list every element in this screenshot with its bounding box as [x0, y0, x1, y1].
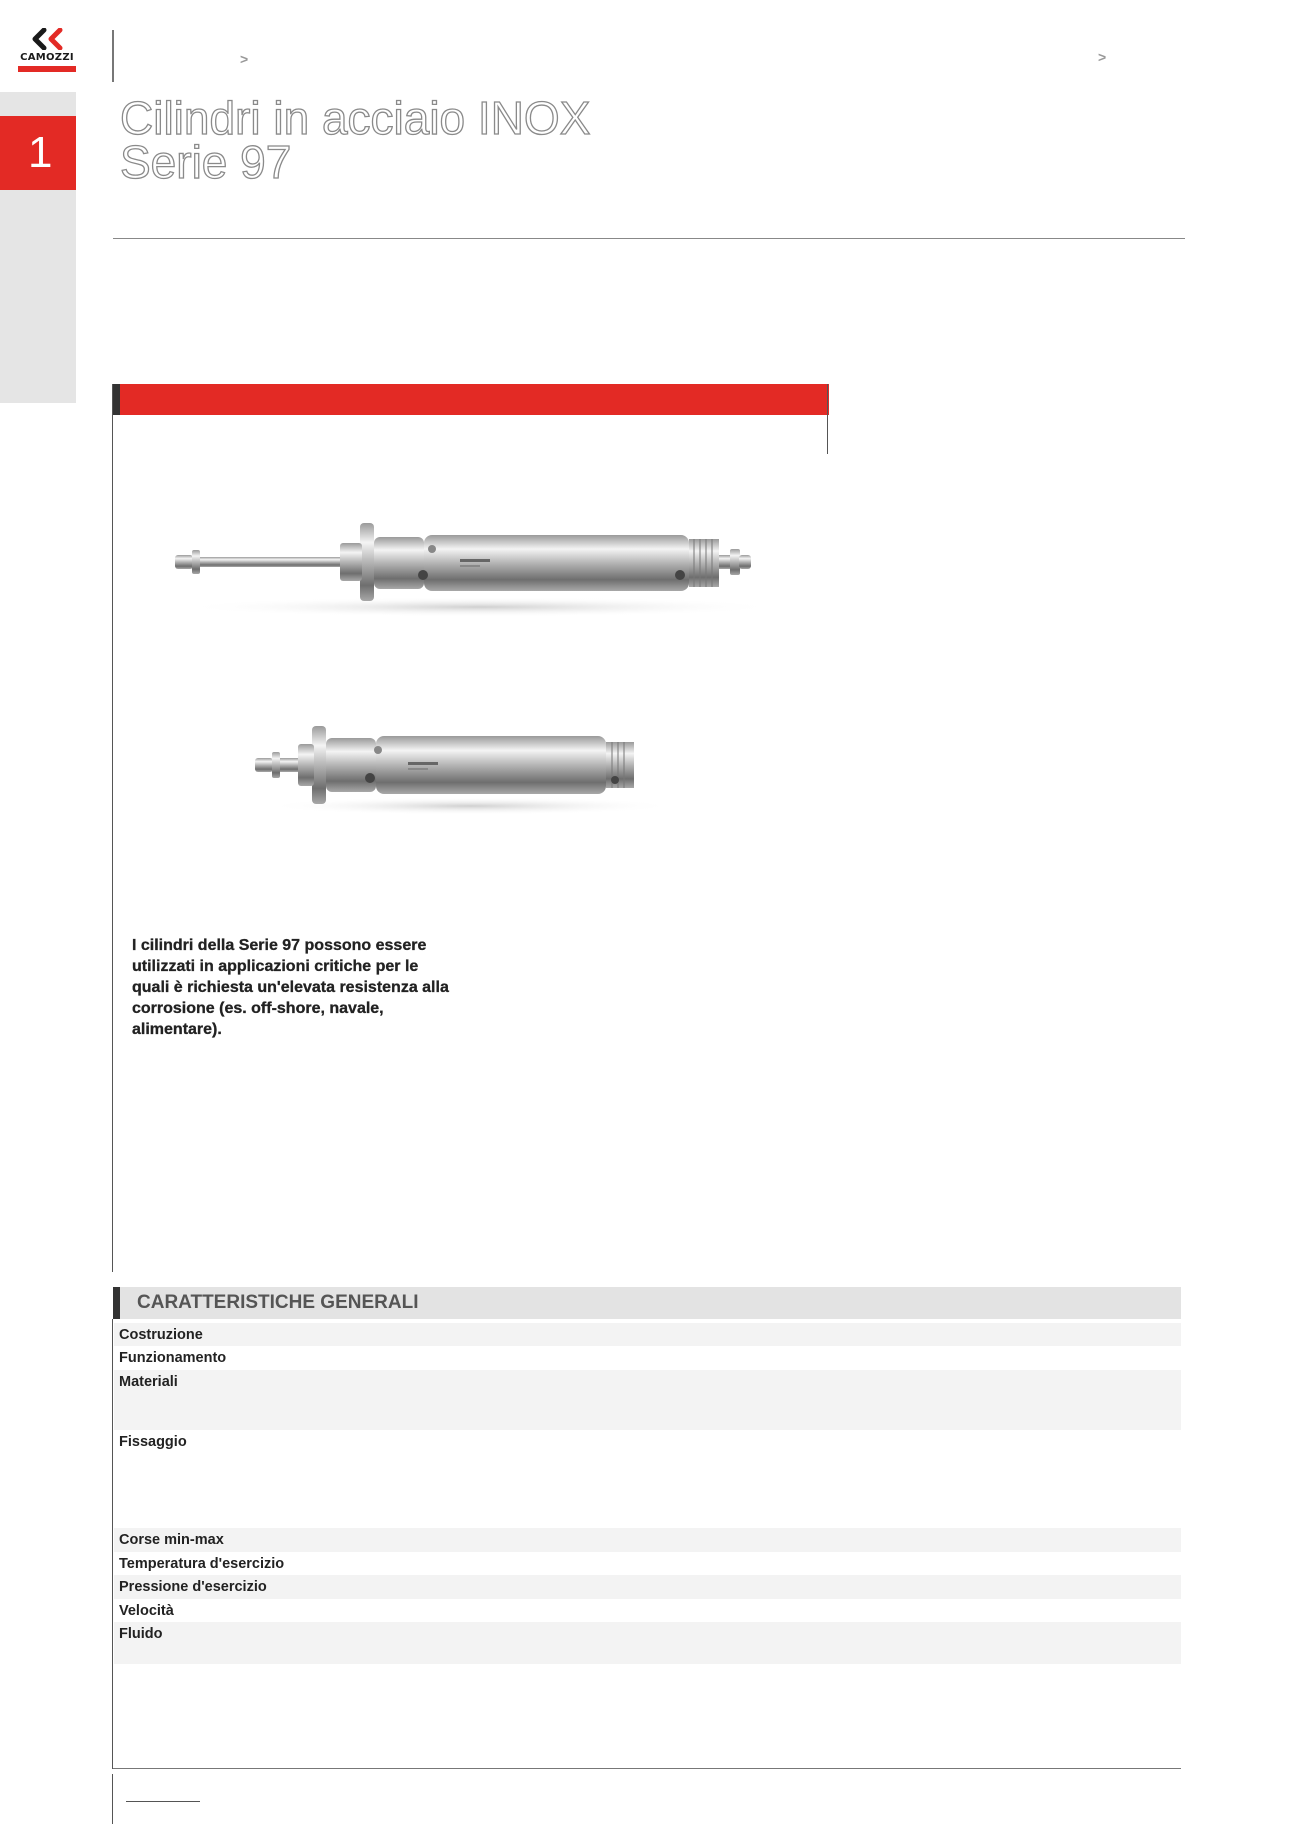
page-title-line2: Serie 97 — [120, 136, 292, 188]
spec-label: Fluido — [119, 1626, 163, 1642]
spec-row-corse — [114, 1528, 1181, 1552]
cylinder-with-rod-image — [170, 515, 770, 625]
content-left-rule — [112, 384, 113, 1272]
camozzi-logo — [17, 28, 77, 76]
specs-left-rule — [112, 1319, 113, 1769]
specs-header-edge — [113, 1287, 120, 1319]
spec-label: Funzionamento — [119, 1350, 227, 1366]
compact-cylinder-image — [250, 720, 680, 820]
header-divider — [112, 30, 114, 82]
footer-divider — [113, 1768, 1181, 1769]
spec-label: Pressione d'esercizio — [119, 1579, 267, 1595]
spec-row-fissaggio — [114, 1430, 1181, 1528]
spec-label: Fissaggio — [119, 1434, 187, 1450]
section-bar-tick — [827, 384, 828, 454]
spec-label: Corse min-max — [119, 1532, 224, 1548]
spec-row-velocita — [114, 1599, 1181, 1622]
footer-left-rule — [112, 1774, 113, 1824]
breadcrumb-separator-1: > — [240, 51, 249, 67]
camozzi-mark-icon — [31, 28, 65, 50]
specs-heading: CARATTERISTICHE GENERALI — [137, 1292, 419, 1313]
chapter-number[interactable]: 1 — [0, 116, 76, 190]
title-divider — [113, 238, 1185, 239]
spec-label: Temperatura d'esercizio — [119, 1556, 285, 1572]
section-bar-edge — [113, 384, 120, 415]
spec-row-materiali — [114, 1370, 1181, 1430]
footer-short-rule — [126, 1801, 200, 1802]
intro-paragraph: I cilindri della Serie 97 possono essere utilizzati in applicazioni critiche per le quali è richiesta un'elevata resistenza alla corrosione (es. off-shore, navale, alimentare). — [132, 937, 449, 1038]
spec-label: Materiali — [119, 1374, 178, 1390]
breadcrumb-separator-2: > — [1098, 49, 1107, 65]
brand-name: CAMOZZI — [20, 52, 74, 63]
specs-header — [113, 1287, 1181, 1319]
section-red-bar — [113, 384, 829, 415]
spec-row-temperatura — [114, 1552, 1181, 1575]
spec-row-costruzione — [114, 1323, 1181, 1346]
brand-underline — [18, 66, 76, 72]
spec-label: Costruzione — [119, 1327, 203, 1343]
spec-row-fluido — [114, 1622, 1181, 1664]
page-title — [120, 92, 591, 188]
spec-row-pressione — [114, 1575, 1181, 1599]
spec-row-funzionamento — [114, 1346, 1181, 1370]
spec-label: Velocità — [119, 1603, 174, 1619]
page-title-line1: Cilindri in acciaio INOX — [120, 92, 591, 144]
